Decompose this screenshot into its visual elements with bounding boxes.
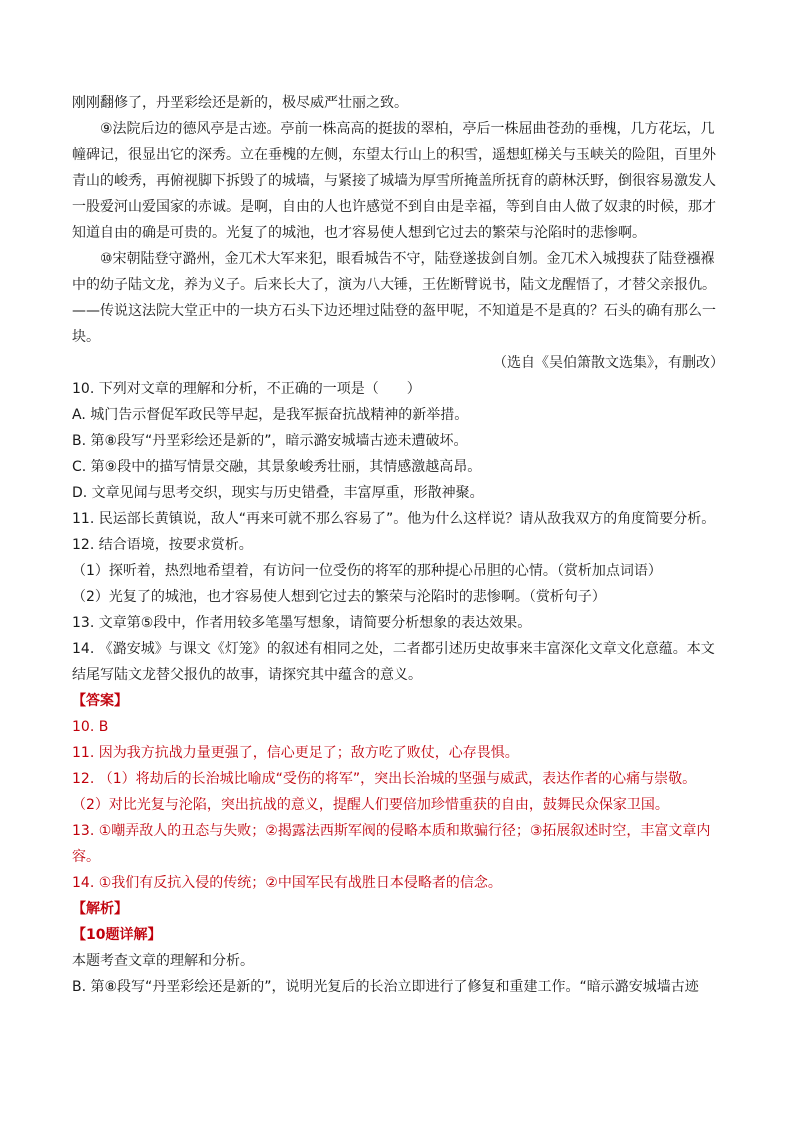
answer-10: 10. B: [72, 719, 109, 735]
passage-source: （选自《吴伯箫散文选集》，有删改）: [493, 355, 724, 371]
question-10-option-a: A. 城门告示督促军政民等早起，是我军振奋抗战精神的新举措。: [72, 407, 469, 423]
question-14: 14. 《潞安城》与课文《灯笼》的叙述有相同之处，二者都引述历史故事来丰富深化文章文化意蕴。本文结尾写陆文龙替父报仇的故事，请探究其中蕴含的意义。: [72, 641, 715, 683]
answer-14: 14. ①我们有反抗入侵的传统；②中国军民有战胜日本侵略者的信念。: [72, 875, 502, 891]
passage-paragraph-10: ⑩宋朝陆登守潞州，金兀术大军来犯，眼看城告不守，陆登遂拔剑自刎。金兀术入城搜获了陆登襁褓中的幼子陆文龙，养为义子。后来长大了，演为八大锤，王佐断臂说书，陆文龙醒悟了，才替父亲报仇。——传说这法院大堂正中的一块方石头下边还埋过陆登的盔甲呢，不知道是不是真的？石头的确有那么一块。: [72, 251, 716, 345]
page-content: [72, 90, 724, 1000]
analysis-q10-subheading: 【10题详解】: [72, 927, 162, 943]
question-12-part-2: （2）光复了的城池，也才容易使人想到它过去的繁荣与沦陷时的悲惨啊。（赏析句子）: [72, 589, 606, 605]
answer-12-part-2: （2）对比光复与沦陷，突出抗战的意义，提醒人们要倍加珍惜重获的自由，鼓舞民众保家卫国。: [72, 797, 669, 813]
answer-11: 11. 因为我方抗战力量更强了，信心更足了；敌方吃了败仗，心存畏惧。: [72, 745, 519, 761]
question-10-option-b: B. 第⑧段写“丹垩彩绘还是新的”，暗示潞安城墙古迹未遭破坏。: [72, 433, 468, 449]
question-10: 10. 下列对文章的理解和分析，不正确的一项是（ ）: [72, 381, 421, 397]
answer-13: 13. ①嘲弄敌人的丑态与失败；②揭露法西斯军阀的侵略本质和欺骗行径；③拓展叙述时空，丰富文章内容。: [72, 823, 711, 865]
analysis-heading: 【解析】: [72, 901, 128, 917]
passage-paragraph-9: ⑨法院后边的德风亭是古迹。亭前一株高高的挺拔的翠柏，亭后一株屈曲苍劲的垂槐，几方花坛，几幢碑记，很显出它的深秀。立在垂槐的左侧，东望太行山上的积雪，遥想虹梯关与玉峡关的险阻，百里外青山的峻秀，再俯视脚下拆毁了的城墙，与紧接了城墙为厚雪所掩盖所抚育的蔚林沃野，倒很容易激发人一股爱河山爱国家的赤诚。是啊，自由的人也许感觉不到自由是幸福，等到自由人做了奴隶的时候，那才知道自由的确是可贵的。光复了的城池，也才容易使人想到它过去的繁荣与沦陷时的悲惨啊。: [72, 121, 716, 241]
question-10-option-c: C. 第⑨段中的描写情景交融，其景象峻秀壮丽，其情感激越高昂。: [72, 459, 482, 475]
passage-paragraph-8-tail: 刚刚翻修了，丹垩彩绘还是新的，极尽威严壮丽之致。: [72, 95, 408, 111]
question-10-option-d: D. 文章见闻与思考交织，现实与历史错叠，丰富厚重，形散神聚。: [72, 485, 484, 501]
question-13: 13. 文章第⑤段中，作者用较多笔墨写想象，请简要分析想象的表达效果。: [72, 615, 532, 631]
question-12-part-1: （1）探听着，热烈地希望着，有访问一位受伤的将军的那种提心吊胆的心情。（赏析加点词语）: [72, 563, 662, 579]
question-11: 11. 民运部长黄镇说，敌人“再来可就不那么容易了”。他为什么这样说？请从敌我双方的角度简要分析。: [72, 511, 716, 527]
analysis-option-b: B. 第⑧段写“丹垩彩绘还是新的”，说明光复后的长治立即进行了修复和重建工作。“暗示潞安城墙古迹: [72, 979, 699, 995]
answer-12-part-1: 12. （1）将劫后的长治城比喻成“受伤的将军”，突出长治城的坚强与威武，表达作者的心痛与崇敬。: [72, 771, 697, 787]
question-12: 12. 结合语境，按要求赏析。: [72, 537, 253, 553]
answer-heading: 【答案】: [72, 693, 128, 709]
analysis-intro: 本题考查文章的理解和分析。: [72, 953, 254, 969]
